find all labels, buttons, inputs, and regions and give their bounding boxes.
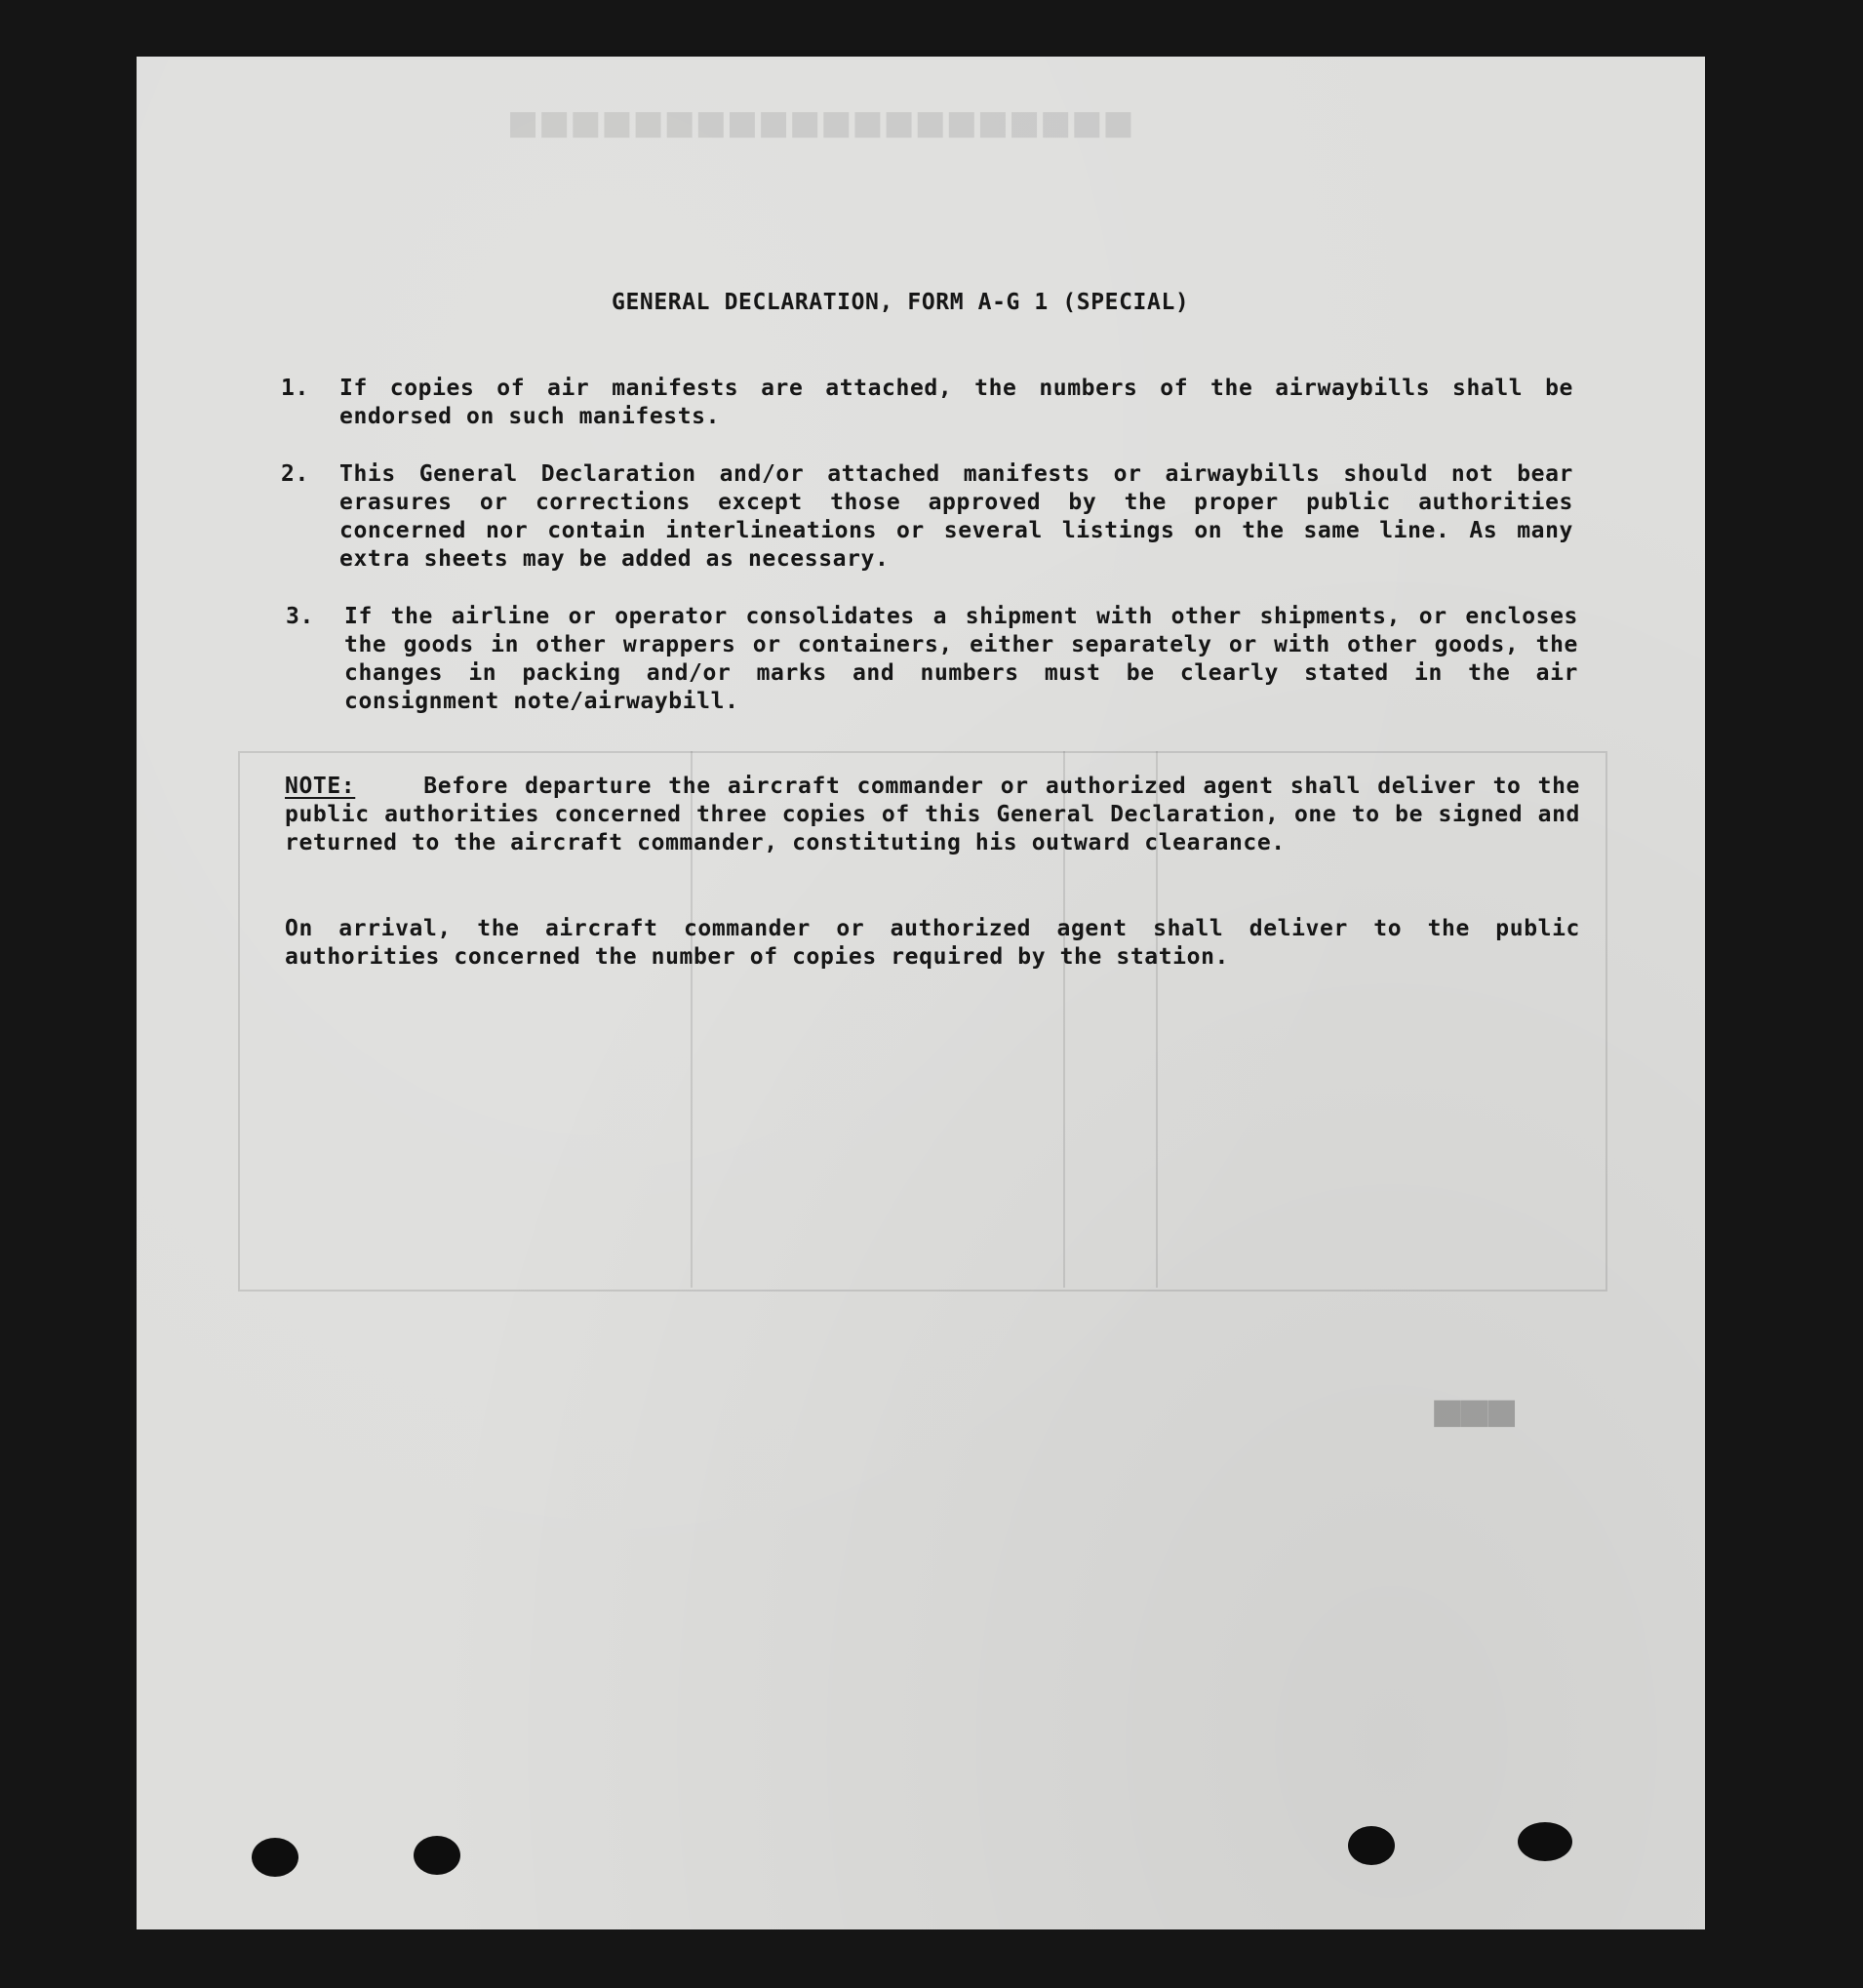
punch-hole <box>1518 1822 1572 1861</box>
item-number: 3. <box>286 604 314 629</box>
item-number: 1. <box>281 376 309 401</box>
note-label: NOTE: <box>285 774 356 799</box>
item-text: If the airline or operator consolidates a shipment with other shipments, or encloses the goods in other wrappers or containers, either separately or with other goods, the changes in packing and/or marks and numbers must be clearly stated in the air consignment note/airwaybill. <box>344 604 1578 714</box>
bleed-through-number: ■■■ <box>1434 1383 1516 1436</box>
punch-hole <box>1348 1826 1395 1865</box>
punch-hole <box>252 1838 298 1877</box>
punch-hole <box>414 1836 460 1875</box>
item-number: 2. <box>281 461 309 487</box>
document-sheet <box>137 57 1705 1929</box>
document-title: GENERAL DECLARATION, FORM A-G 1 (SPECIAL) <box>612 290 1190 315</box>
bleed-through-header: ■■■■■■■■■■■■■■■■■■■■ <box>507 103 1134 142</box>
item-text: If copies of air manifests are attached, the numbers of the airwaybills shall be endorsed on such manifests. <box>339 376 1573 429</box>
item-text: This General Declaration and/or attached manifests or airwaybills should not bear erasures or corrections except those approved by the proper public authorities concerned nor contain interlineations or several listings on the same line. As many extra sheets may be added as necessary. <box>339 461 1573 572</box>
note-paragraph <box>285 773 1580 857</box>
arrival-paragraph: On arrival, the aircraft commander or authorized agent shall deliver to the public authorities concerned the number of copies required by the station. <box>285 916 1580 970</box>
note-text: Before departure the aircraft commander or authorized agent shall deliver to the public authorities concerned three copies of this General Declaration, one to be signed and returned to the aircraft commander, constituting his outward clearance. <box>285 774 1580 855</box>
